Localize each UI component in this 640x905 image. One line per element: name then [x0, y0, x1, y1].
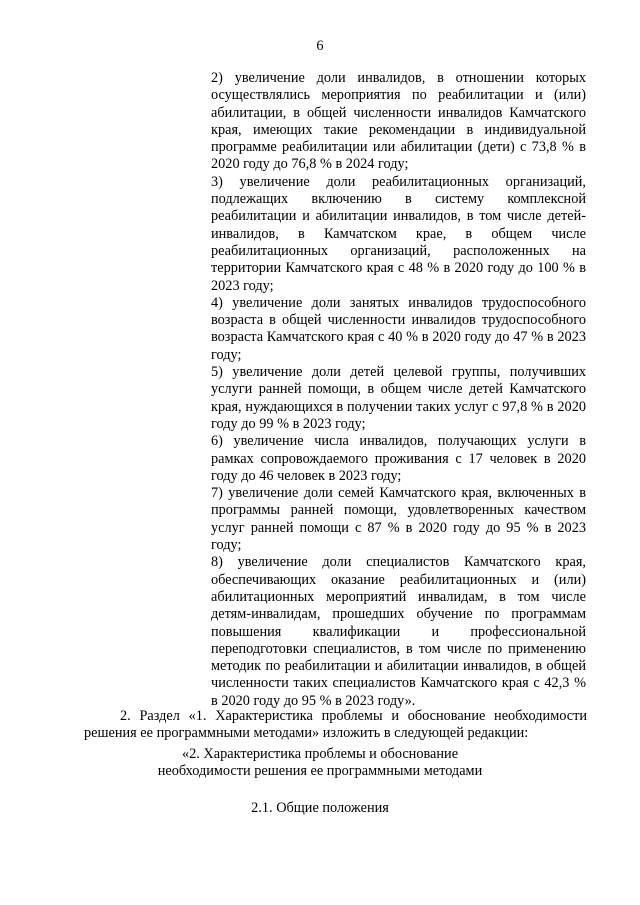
section-title-line: необходимости решения ее программными методами	[157, 763, 483, 780]
list-item: 7) увеличение доли семей Камчатского края, включенных в программы ранней помощи, удовлетворенных качеством услуг ранней помощи с 87 % в 2020 году до 95 % в 2023 году;	[211, 485, 586, 554]
list-item: 4) увеличение доли занятых инвалидов трудоспособного возраста в общей численности инвалидов трудоспособного возраста Камчатского края с 40 % в 2020 году до 47 % в 2023 году;	[211, 294, 586, 363]
page-number: 6	[316, 38, 324, 54]
indicators-list	[211, 70, 586, 710]
list-item: 2) увеличение доли инвалидов, в отношении которых осуществлялись мероприятия по реабилитации и (или) абилитации, в общей численности инвалидов Камчатского края, имеющих такие рекомендации в индивидуальной программе реабилитации или абилитации (дети) с 73,8 % в 2020 году до 76,8 % в 2024 году;	[211, 70, 586, 173]
subsection-title	[0, 800, 640, 817]
amendment-paragraph	[84, 708, 587, 743]
subsection-title-text: 2.1. Общие положения	[251, 800, 389, 816]
list-item: 5) увеличение доли детей целевой группы, получивших услуги ранней помощи, в общем числе детей Камчатского края, нуждающихся в получении таких услуг с 97,8 % в 2020 году до 99 % в 2023 году;	[211, 364, 586, 432]
paragraph-text: 2. Раздел «1. Характеристика проблемы и обоснование необходимости решения ее программными методами» изложить в следующей редакции:	[84, 708, 587, 742]
list-item: 6) увеличение числа инвалидов, получающих услуги в рамках сопровождаемого проживания с 17 человек в 2020 году до 46 человек в 2023 году;	[211, 433, 586, 484]
list-item: 8) увеличение доли специалистов Камчатского края, обеспечивающих оказание реабилитационных и (или) абилитационных мероприятий инвалидам, в том числе детям-инвалидам, прошедших обучение по программам повышения квалификации и профессиональной переподготовки специалистов, в том числе по применению методик по реабилитации и абилитации инвалидов, в общей численности таких специалистов Камчатского края с 42,3 % в 2020 году до 95 % в 2023 году».	[211, 554, 586, 709]
section-title	[0, 746, 640, 781]
section-title-line: «2. Характеристика проблемы и обоснование	[181, 746, 459, 762]
list-item: 3) увеличение доли реабилитационных организаций, подлежащих включению в систему комплексной реабилитации и абилитации инвалидов, в том числе детей-инвалидов, в Камчатском крае, в общем числе реабилитационных организаций, расположенных на территории Камчатского края с 48 % в 2020 году до 100 % в 2023 году;	[211, 173, 586, 294]
